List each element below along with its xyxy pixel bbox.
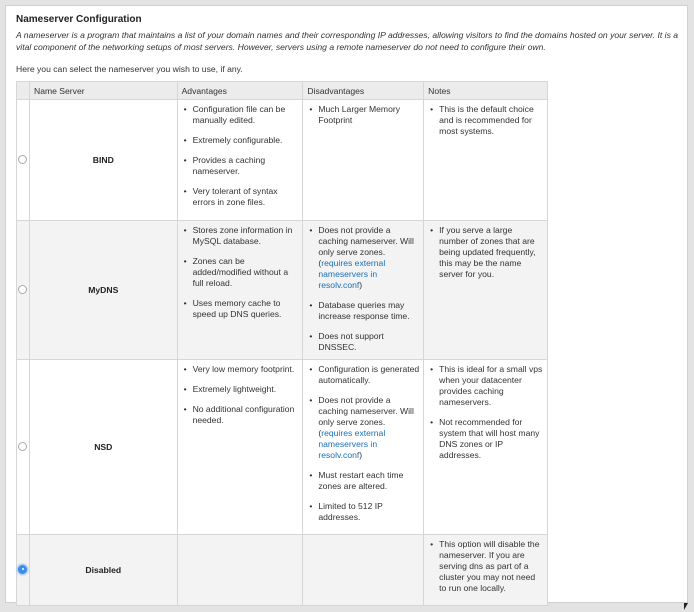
nameserver-table xyxy=(16,81,548,606)
radio-cell xyxy=(17,221,30,360)
list-item-text: This is ideal for a small vps when your datacenter provides caching nameservers. xyxy=(439,364,543,407)
list-item xyxy=(428,364,543,408)
radio-cell xyxy=(17,535,30,606)
dis-list xyxy=(307,364,419,523)
list-item-text: Much Larger Memory Footprint xyxy=(318,104,401,125)
list-item xyxy=(182,256,299,289)
intro-text: Here you can select the nameserver you wish to use, if any. xyxy=(16,64,243,74)
notes-cell xyxy=(424,535,548,606)
list-item xyxy=(428,539,543,594)
list-item xyxy=(307,364,419,386)
list-item xyxy=(182,384,299,395)
list-item-text: Does not provide a caching nameserver. Will only serve zones. xyxy=(318,225,414,257)
list-item: • Does not provide a caching nameserver. Will only serve zones. (requires external nameservers in resolv.conf) xyxy=(307,225,419,291)
name-server-label: Disabled xyxy=(29,535,177,606)
list-item-text: Extremely lightweight. xyxy=(192,384,277,394)
list-item-text: Configuration is generated automatically. xyxy=(318,364,420,385)
header-notes: Notes xyxy=(424,82,548,100)
radio-cell xyxy=(17,100,30,221)
header-disadvantages: Disadvantages xyxy=(303,82,424,100)
header-advantages: Advantages xyxy=(177,82,303,100)
adv-list xyxy=(182,225,299,320)
notes-cell xyxy=(424,360,548,535)
radio-nsd[interactable] xyxy=(18,442,27,451)
list-item-text: This is the default choice and is recommended for most systems. xyxy=(439,104,534,136)
notes-cell xyxy=(424,221,548,360)
list-item-text: Configuration file can be manually edited. xyxy=(192,104,286,125)
list-item-text: If you serve a large number of zones that are being updated frequently, this may be the name server for you. xyxy=(439,225,536,279)
adv-cell xyxy=(177,535,303,606)
notes-cell xyxy=(424,100,548,221)
list-item xyxy=(182,104,299,126)
radio-mydns[interactable] xyxy=(18,285,27,294)
list-item-text: Provides a caching nameserver. xyxy=(192,155,266,176)
nameserver-panel xyxy=(5,5,688,603)
list-item xyxy=(428,104,543,137)
list-item-text: Limited to 512 IP addresses. xyxy=(318,501,383,522)
name-server-label: MyDNS xyxy=(29,221,177,360)
adv-list xyxy=(182,104,299,208)
list-item-text: Uses memory cache to speed up DNS queries. xyxy=(192,298,282,319)
list-item-text: This option will disable the nameserver. If you are serving dns as part of a cluster you may not need to run one locally. xyxy=(439,539,540,593)
list-item xyxy=(182,225,299,247)
name-server-label: NSD xyxy=(29,360,177,535)
adv-cell xyxy=(177,360,303,535)
header-radio xyxy=(17,82,30,100)
dis-list xyxy=(307,225,419,353)
list-item-text: Must restart each time zones are altered. xyxy=(318,470,404,491)
table-row-disabled[interactable] xyxy=(17,535,548,606)
list-item xyxy=(307,501,419,523)
dis-list xyxy=(307,104,419,126)
list-item xyxy=(182,186,299,208)
list-item-text: Stores zone information in MySQL database. xyxy=(192,225,293,246)
list-item-text: Does not support DNSSEC. xyxy=(318,331,384,352)
resolv-conf-link[interactable]: requires external nameservers in resolv.conf xyxy=(318,258,386,290)
list-item-text: No additional configuration needed. xyxy=(192,404,295,425)
list-item xyxy=(428,417,543,461)
adv-list xyxy=(182,364,299,426)
dis-cell xyxy=(303,535,424,606)
notes-list xyxy=(428,104,543,137)
list-item xyxy=(307,331,419,353)
list-item-text: Not recommended for system that will host many DNS zones or IP addresses. xyxy=(439,417,540,460)
header-name-server: Name Server xyxy=(29,82,177,100)
list-item-text: Very low memory footprint. xyxy=(192,364,295,374)
radio-disabled[interactable] xyxy=(18,565,27,574)
adv-cell xyxy=(177,221,303,360)
description: A nameserver is a program that maintains a list of your domain names and their corresponding IP addresses, allowing visitors to find the domains hosted on your server. It is a vital component of the networking setups of most servers. However, servers using a remote nameserver do not need to configure their own. xyxy=(16,30,679,52)
page-title: Nameserver Configuration xyxy=(16,14,142,25)
list-item xyxy=(182,404,299,426)
radio-bind[interactable] xyxy=(18,155,27,164)
list-item xyxy=(182,135,299,146)
list-item xyxy=(307,470,419,492)
dis-cell xyxy=(303,221,424,360)
dis-cell xyxy=(303,100,424,221)
notes-list xyxy=(428,364,543,461)
list-item-text: Very tolerant of syntax errors in zone files. xyxy=(192,186,278,207)
list-item-text: Does not provide a caching nameserver. Will only serve zones. xyxy=(318,395,414,427)
list-item xyxy=(428,225,543,280)
table-row-mydns[interactable] xyxy=(17,221,548,360)
list-item xyxy=(307,104,419,126)
table-row-bind[interactable] xyxy=(17,100,548,221)
adv-cell xyxy=(177,100,303,221)
list-item: • Does not provide a caching nameserver. Will only serve zones. (requires external nameservers in resolv.conf) xyxy=(307,395,419,461)
resolv-conf-link[interactable]: requires external nameservers in resolv.conf xyxy=(318,428,386,460)
notes-list xyxy=(428,225,543,280)
list-item-text: Database queries may increase response time. xyxy=(318,300,410,321)
list-item xyxy=(182,364,299,375)
dis-cell xyxy=(303,360,424,535)
table-row-nsd[interactable] xyxy=(17,360,548,535)
table-header xyxy=(17,82,548,100)
list-item xyxy=(182,298,299,320)
list-item-text: Zones can be added/modified without a full reload. xyxy=(192,256,289,288)
radio-cell xyxy=(17,360,30,535)
name-server-label: BIND xyxy=(29,100,177,221)
list-item xyxy=(182,155,299,177)
mouse-cursor-icon xyxy=(684,603,688,610)
list-item xyxy=(307,300,419,322)
list-item-text: Extremely configurable. xyxy=(192,135,283,145)
notes-list xyxy=(428,539,543,594)
